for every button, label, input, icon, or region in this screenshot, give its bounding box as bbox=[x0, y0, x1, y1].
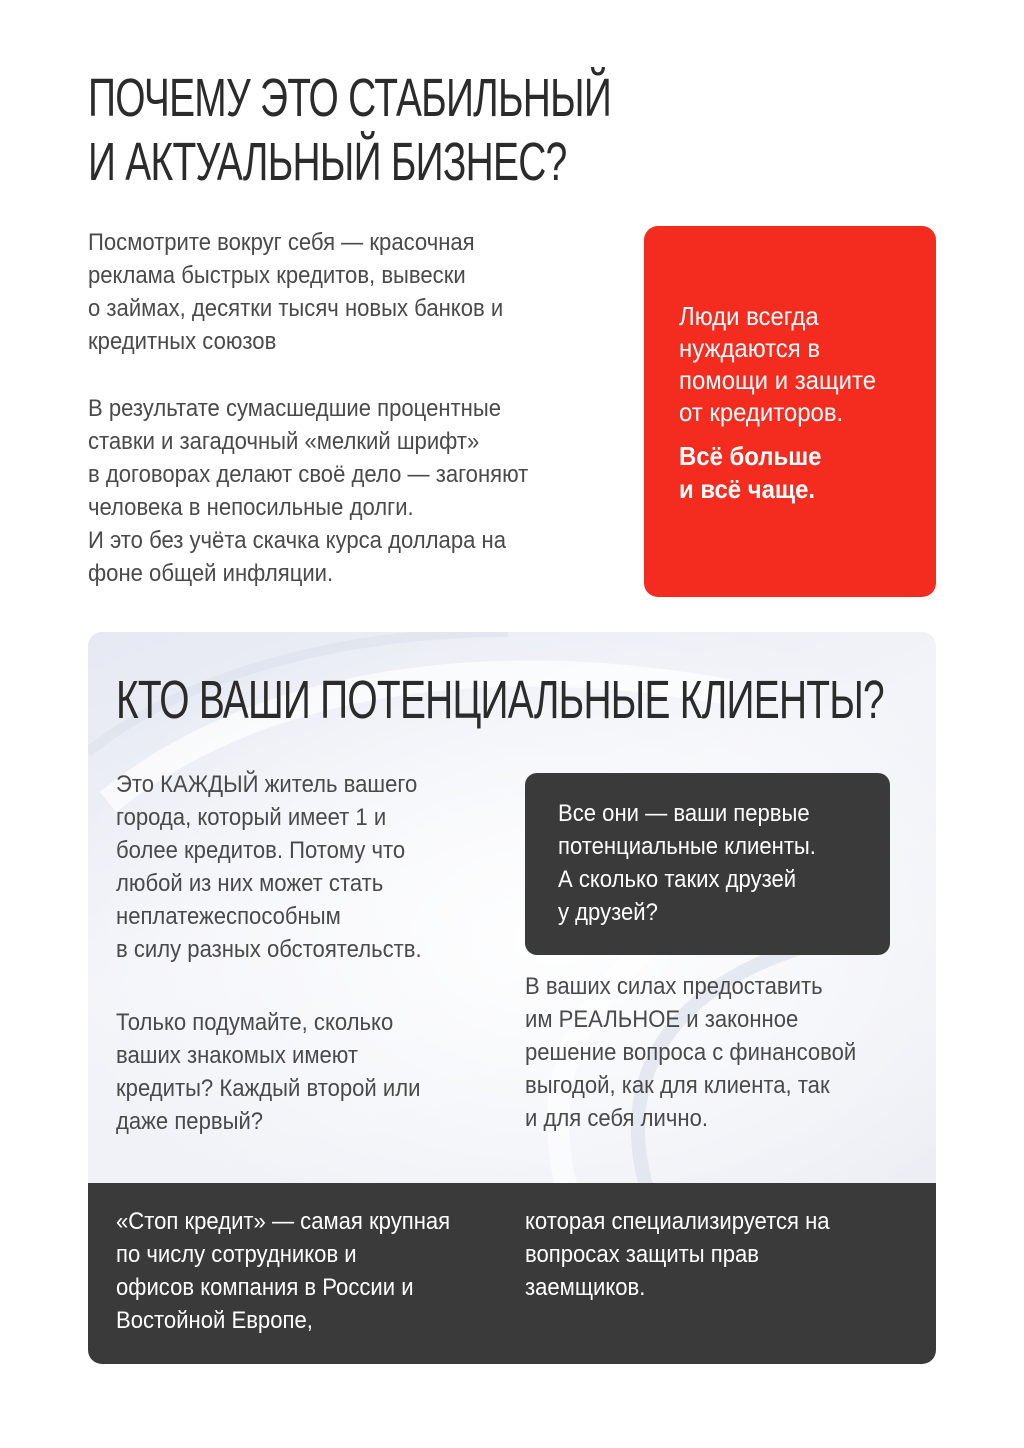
text-line: города, который имеет 1 и bbox=[116, 804, 387, 831]
text-line: вопросах защиты прав bbox=[525, 1241, 760, 1268]
title-line: ПОЧЕМУ ЭТО СТАБИЛЬНЫЙ bbox=[88, 68, 612, 128]
company-info-left bbox=[116, 1205, 506, 1337]
clients-paragraph-2 bbox=[116, 1006, 466, 1138]
text-line: в договорах делают своё дело — загоняют bbox=[88, 461, 529, 488]
intro-paragraph-1 bbox=[88, 226, 566, 358]
clients-paragraph-3 bbox=[525, 970, 893, 1135]
text-line: А сколько таких друзей bbox=[558, 866, 797, 893]
text-line: фоне общей инфляции. bbox=[88, 560, 334, 587]
section-title-stable-business bbox=[88, 66, 612, 194]
text-line: от кредиторов. bbox=[679, 397, 844, 427]
section-title-potential-clients: КТО ВАШИ ПОТЕНЦИАЛЬНЫЕ КЛИЕНТЫ? bbox=[116, 670, 884, 730]
text-line: в силу разных обстоятельств. bbox=[116, 936, 422, 963]
text-line: и для себя лично. bbox=[525, 1105, 708, 1132]
text-line: ваших знакомых имеют bbox=[116, 1042, 358, 1069]
text-line: им РЕАЛЬНОЕ и законное bbox=[525, 1006, 799, 1033]
highlight-card-dark bbox=[525, 773, 890, 955]
text-line: решение вопроса с финансовой bbox=[525, 1039, 857, 1066]
text-line: у друзей? bbox=[558, 899, 658, 926]
text-line: ставки и загадочный «мелкий шрифт» bbox=[88, 428, 480, 455]
clients-left-column bbox=[116, 768, 496, 1178]
text-line: Это КАЖДЫЙ житель вашего bbox=[116, 771, 418, 798]
text-line: Все они — ваши первые bbox=[558, 800, 810, 827]
text-line: человека в непосильные долги. bbox=[88, 494, 414, 521]
title-line: И АКТУАЛЬНЫЙ БИЗНЕС? bbox=[88, 132, 567, 192]
highlight-card-bold-text bbox=[679, 440, 915, 506]
text-line: Люди всегда bbox=[679, 301, 819, 331]
intro-text bbox=[88, 226, 608, 624]
text-line: выгодой, как для клиента, так bbox=[525, 1072, 830, 1099]
text-line: заемщиков. bbox=[525, 1274, 646, 1301]
text-line: Посмотрите вокруг себя — красочная bbox=[88, 229, 475, 256]
highlight-card-red bbox=[644, 226, 936, 597]
company-info-text-right bbox=[525, 1205, 884, 1304]
text-line: В ваших силах предоставить bbox=[525, 973, 823, 1000]
clients-right-column bbox=[525, 970, 925, 1135]
text-line: В результате сумасшедшие процентные bbox=[88, 395, 502, 422]
text-line: по числу сотрудников и bbox=[116, 1241, 357, 1268]
company-info-band bbox=[88, 1183, 936, 1364]
potential-clients-section bbox=[88, 632, 936, 1364]
company-info-text-left bbox=[116, 1205, 475, 1337]
clients-paragraph-1 bbox=[116, 768, 466, 966]
text-line: нуждаются в bbox=[679, 333, 821, 363]
text-line: и всё чаще. bbox=[679, 474, 816, 504]
text-line: реклама быстрых кредитов, вывески bbox=[88, 262, 466, 289]
company-info-right bbox=[525, 1205, 915, 1304]
text-line: даже первый? bbox=[116, 1108, 264, 1135]
text-line: «Стоп кредит» — самая крупная bbox=[116, 1208, 451, 1235]
text-line: И это без учёта скачка курса доллара на bbox=[88, 527, 506, 554]
highlight-card-text bbox=[679, 300, 915, 428]
text-line: Всё больше bbox=[679, 441, 822, 471]
text-line: кредиты? Каждый второй или bbox=[116, 1075, 421, 1102]
text-line: Востойной Европе, bbox=[116, 1307, 313, 1334]
intro-paragraph-2 bbox=[88, 392, 566, 590]
text-line: помощи и защите bbox=[679, 365, 877, 395]
dark-card-text bbox=[558, 797, 863, 929]
text-line: неплатежеспособным bbox=[116, 903, 341, 930]
text-line: потенциальные клиенты. bbox=[558, 833, 816, 860]
text-line: которая специализируется на bbox=[525, 1208, 830, 1235]
text-line: более кредитов. Потому что bbox=[116, 837, 406, 864]
text-line: Только подумайте, сколько bbox=[116, 1009, 394, 1036]
text-line: офисов компания в России и bbox=[116, 1274, 414, 1301]
text-line: любой из них может стать bbox=[116, 870, 384, 897]
text-line: о займах, десятки тысяч новых банков и bbox=[88, 295, 504, 322]
text-line: кредитных союзов bbox=[88, 328, 277, 355]
